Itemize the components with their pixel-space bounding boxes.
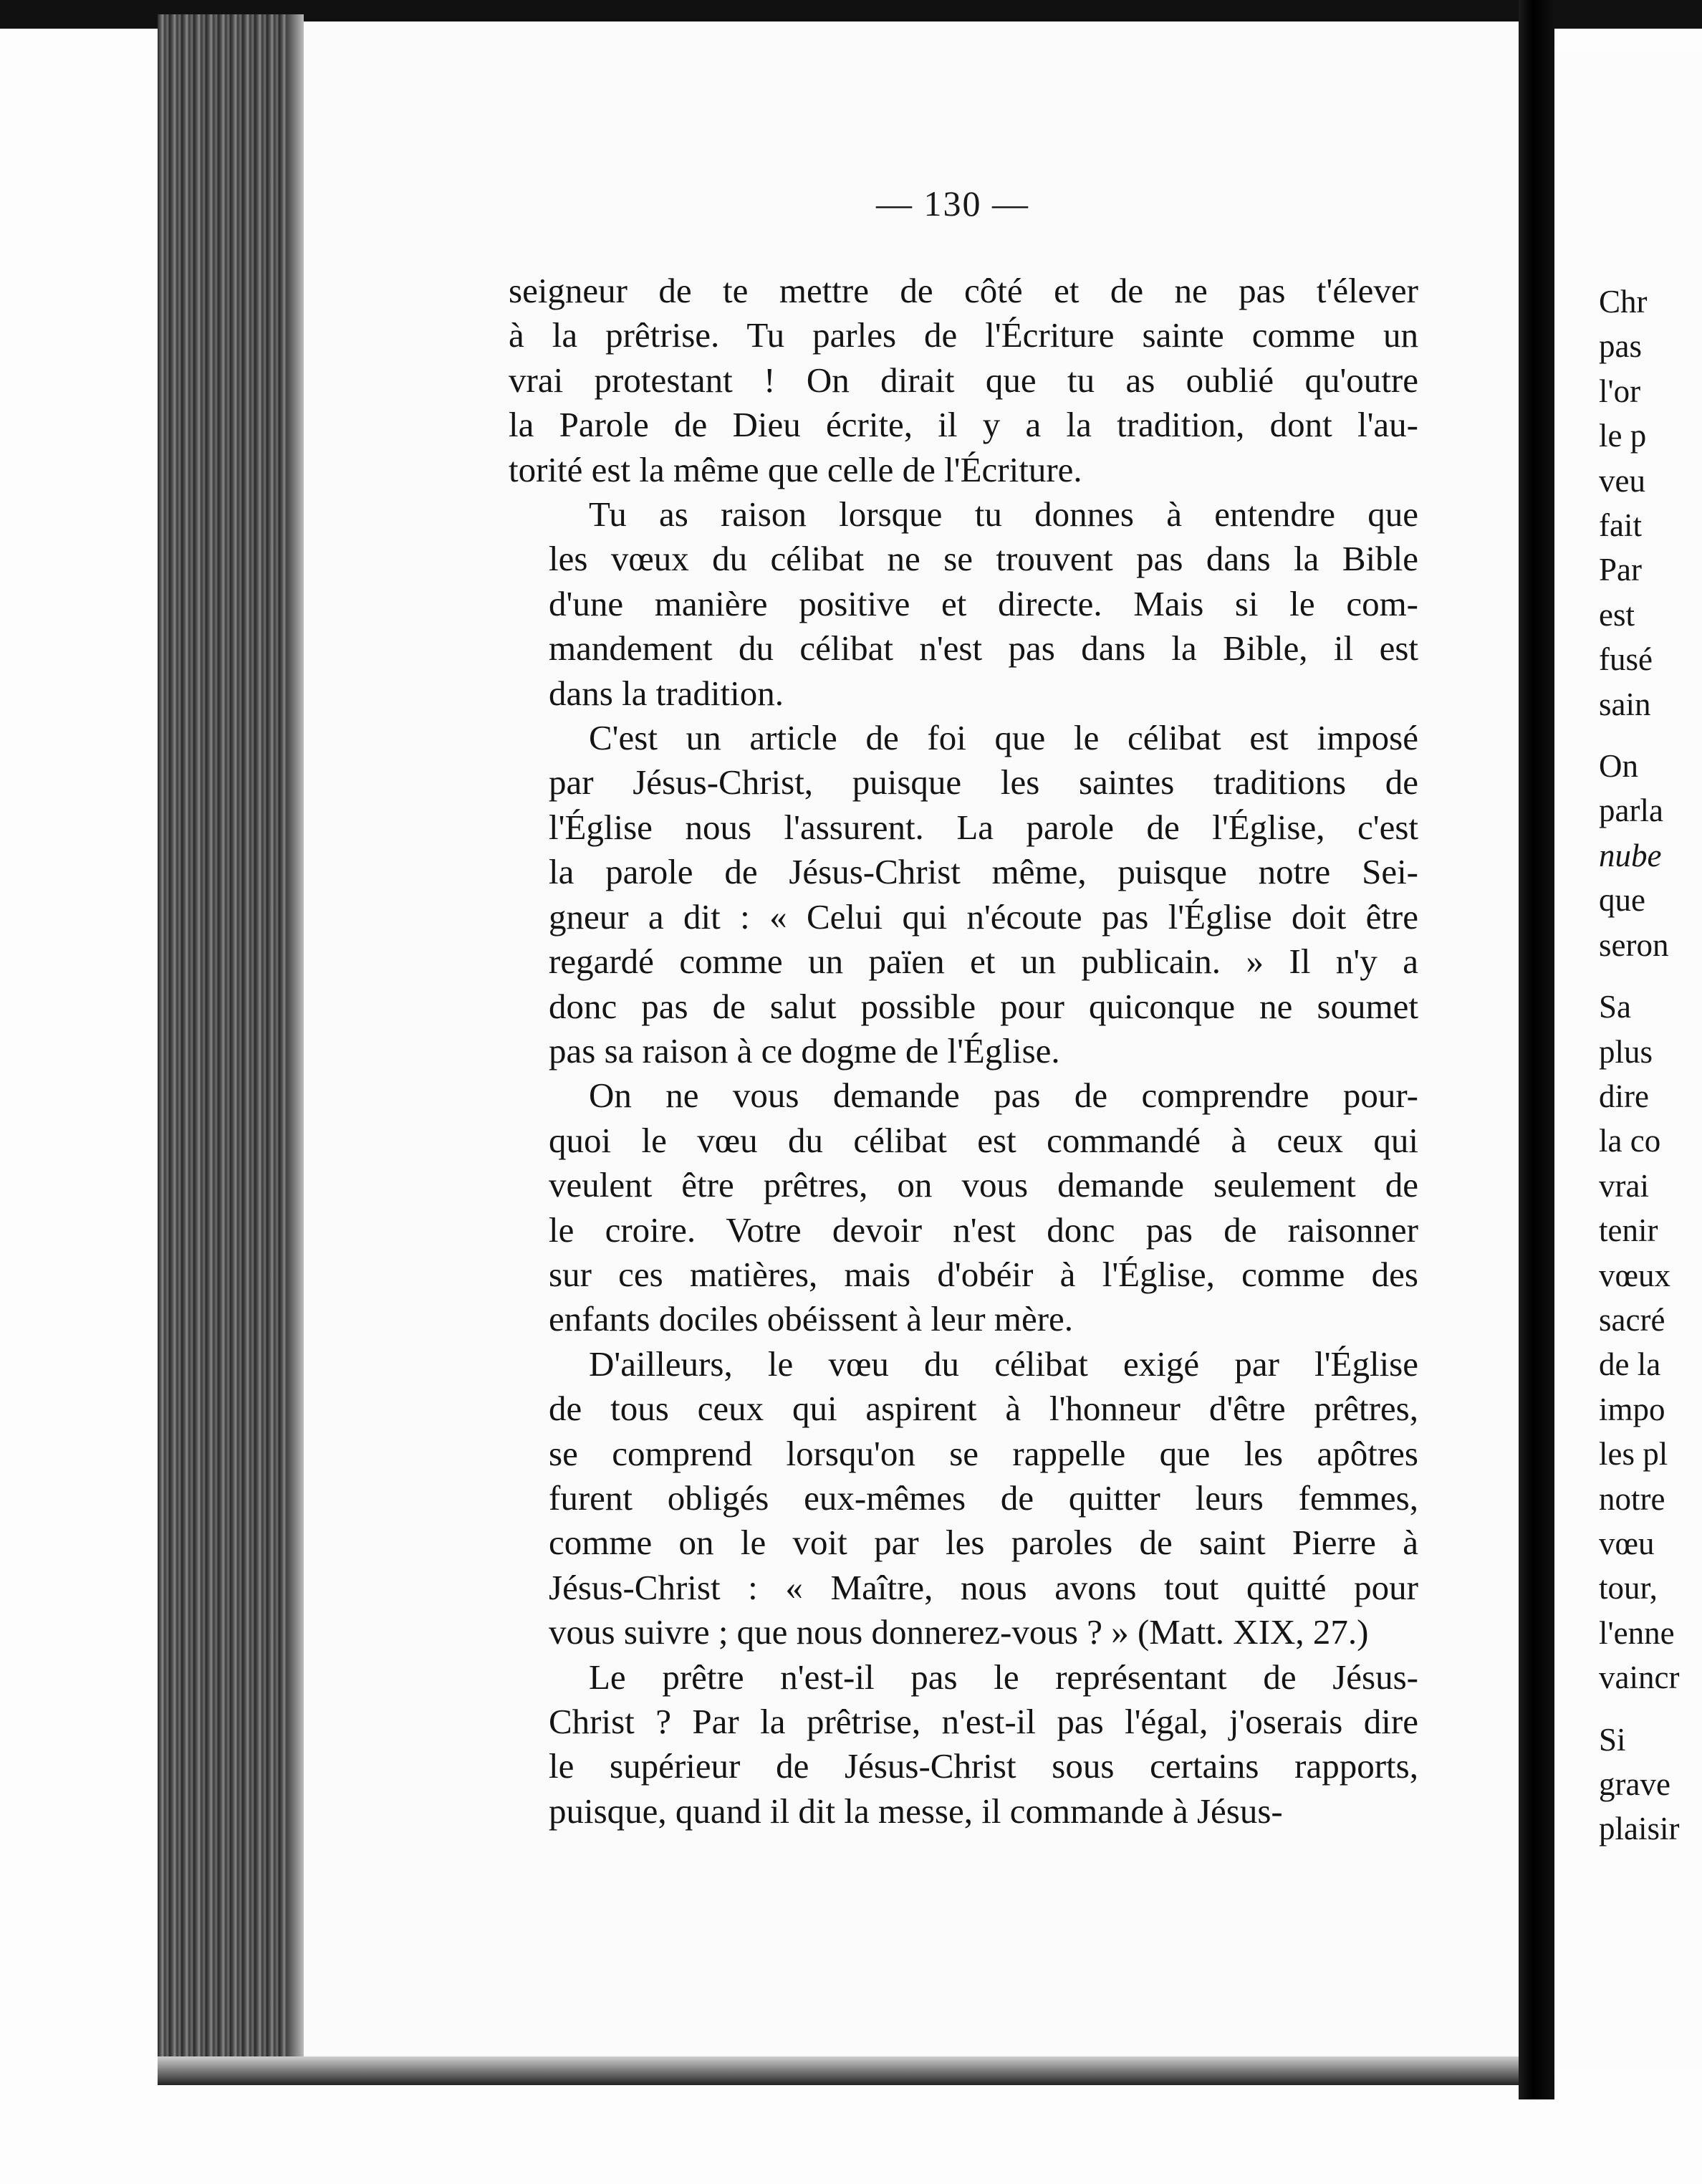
right-page-line-fragment: fusé xyxy=(1599,641,1653,678)
right-page-line-fragment: plus xyxy=(1599,1033,1653,1070)
right-page-line-fragment: de la xyxy=(1599,1346,1661,1383)
text-line: donc pas de salut possible pour quiconque ne soumet xyxy=(549,986,1418,1026)
right-page-line-fragment: Par xyxy=(1599,552,1642,588)
text-line: Tu as raison lorsque tu donnes à entendre que xyxy=(589,494,1418,535)
text-line: enfants dociles obéissent à leur mère. xyxy=(549,1299,1074,1339)
paragraph-gap xyxy=(1599,967,1702,985)
right-page-line-fragment: vaincr xyxy=(1599,1659,1680,1696)
text-line: C'est un article de foi que le célibat est imposé xyxy=(589,718,1418,758)
text-line: de tous ceux qui aspirent à l'honneur d'être prêtres, xyxy=(549,1389,1418,1429)
text-line: vrai protestant ! On dirait que tu as oublié qu'outre xyxy=(509,360,1418,400)
right-page-line-fragment: Chr xyxy=(1599,284,1648,320)
text-line: pas sa raison à ce dogme de l'Église. xyxy=(549,1030,1060,1071)
text-line: seigneur de te mettre de côté et de ne pas t'élever xyxy=(509,271,1418,310)
right-page-line-fragment: seron xyxy=(1599,926,1669,963)
text-line: vous suivre ; que nous donnerez-vous ? » (Matt. XIX, 27.) xyxy=(549,1612,1369,1652)
paragraph xyxy=(509,716,1418,1073)
right-page-line-fragment: nube xyxy=(1599,837,1662,873)
paragraph-gap xyxy=(1599,1700,1702,1718)
text-line: d'une manière positive et directe. Mais si le com- xyxy=(549,583,1418,623)
right-page-line-fragment: le p xyxy=(1599,418,1647,454)
right-page-line-fragment: Sa xyxy=(1599,989,1631,1025)
text-line: mandement du célibat n'est pas dans la Bible, il est xyxy=(549,628,1418,669)
right-page-line-fragment: Si xyxy=(1599,1721,1626,1758)
binding-shadow xyxy=(287,14,304,2071)
text-line: dans la tradition. xyxy=(549,673,784,713)
text-line: veulent être prêtres, on vous demande seulement de xyxy=(549,1165,1418,1205)
paragraph-gap xyxy=(1599,727,1702,744)
right-page-line-fragment: sain xyxy=(1599,686,1651,722)
right-page-line-fragment: les pl xyxy=(1599,1436,1668,1472)
text-line: par Jésus-Christ, puisque les saintes traditions de xyxy=(549,762,1418,803)
right-page-line-fragment: que xyxy=(1599,882,1645,919)
text-line: le supérieur de Jésus-Christ sous certains rapports, xyxy=(549,1746,1418,1786)
text-line: Christ ? Par la prêtrise, n'est-il pas l'égal, j'oserais dire xyxy=(549,1702,1418,1741)
text-line: la Parole de Dieu écrite, il y a la tradition, dont l'au- xyxy=(509,405,1418,445)
paragraph xyxy=(509,269,1418,492)
text-line: la parole de Jésus-Christ même, puisque notre Sei- xyxy=(549,852,1418,892)
main-text xyxy=(509,269,1418,1834)
right-page-line-fragment: notre xyxy=(1599,1480,1665,1517)
book-binding-edge xyxy=(158,14,301,2071)
text-line: comme on le voit par les paroles de saint Pierre à xyxy=(549,1523,1418,1563)
text-line: On ne vous demande pas de comprendre pour- xyxy=(589,1076,1418,1116)
text-line: torité est la même que celle de l'Écriture. xyxy=(509,449,1082,489)
right-page-text-fragments xyxy=(1599,279,1702,1852)
text-line: furent obligés eux-mêmes de quitter leurs femmes, xyxy=(549,1477,1418,1518)
right-page-line-fragment: tour, xyxy=(1599,1570,1658,1606)
right-page-line-fragment: On xyxy=(1599,748,1638,785)
right-page-line-fragment: l'or xyxy=(1599,373,1641,409)
page-bottom-edge xyxy=(158,2056,1519,2085)
paragraph xyxy=(509,1342,1418,1655)
right-page-line-fragment: vœux xyxy=(1599,1257,1670,1293)
paragraph xyxy=(509,492,1418,716)
right-page-line-fragment: l'enne xyxy=(1599,1614,1675,1651)
right-page-line-fragment: tenir xyxy=(1599,1212,1658,1249)
right-page-line-fragment: vrai xyxy=(1599,1167,1649,1204)
right-page-line-fragment: sacré xyxy=(1599,1301,1665,1338)
text-line: D'ailleurs, le vœu du célibat exigé par l'Église xyxy=(589,1344,1418,1384)
text-line: quoi le vœu du célibat est commandé à ceux qui xyxy=(549,1120,1418,1160)
text-line: se comprend lorsqu'on se rappelle que les apôtres xyxy=(549,1433,1418,1473)
right-page-line-fragment: plaisir xyxy=(1599,1811,1680,1847)
text-line: puisque, quand il dit la messe, il commande à Jésus- xyxy=(549,1791,1283,1831)
page-number: — 130 — xyxy=(876,183,1029,224)
right-page-line-fragment: pas xyxy=(1599,328,1642,365)
right-page-line-fragment: impo xyxy=(1599,1391,1665,1427)
text-line: l'Église nous l'assurent. La parole de l'Église, c'est xyxy=(549,807,1418,847)
text-line: les vœux du célibat ne se trouvent pas dans la Bible xyxy=(549,539,1418,579)
text-line: sur ces matières, mais d'obéir à l'Église, comme des xyxy=(549,1254,1418,1294)
book-gutter xyxy=(1519,0,1554,2099)
right-page-line-fragment: la co xyxy=(1599,1123,1661,1159)
text-line: gneur a dit : « Celui qui n'écoute pas l'Église doit être xyxy=(549,896,1418,937)
right-page-line-fragment: veu xyxy=(1599,462,1645,499)
right-page-line-fragment: dire xyxy=(1599,1078,1649,1114)
paragraph xyxy=(509,1655,1418,1834)
right-page-line-fragment: est xyxy=(1599,596,1635,633)
right-page-line-fragment: parla xyxy=(1599,792,1663,829)
right-page-line-fragment: fait xyxy=(1599,507,1642,544)
text-line: à la prêtrise. Tu parles de l'Écriture sainte comme un xyxy=(509,315,1418,355)
text-line: le croire. Votre devoir n'est donc pas de raisonner xyxy=(549,1210,1418,1250)
text-line: regardé comme un païen et un publicain. » Il n'y a xyxy=(549,942,1418,982)
text-line: Le prêtre n'est-il pas le représentant de Jésus- xyxy=(589,1657,1418,1697)
right-page-line-fragment: vœu xyxy=(1599,1525,1655,1561)
text-line: Jésus-Christ : « Maître, nous avons tout quitté pour xyxy=(549,1567,1418,1607)
paragraph xyxy=(509,1073,1418,1341)
right-page-line-fragment: grave xyxy=(1599,1766,1670,1802)
